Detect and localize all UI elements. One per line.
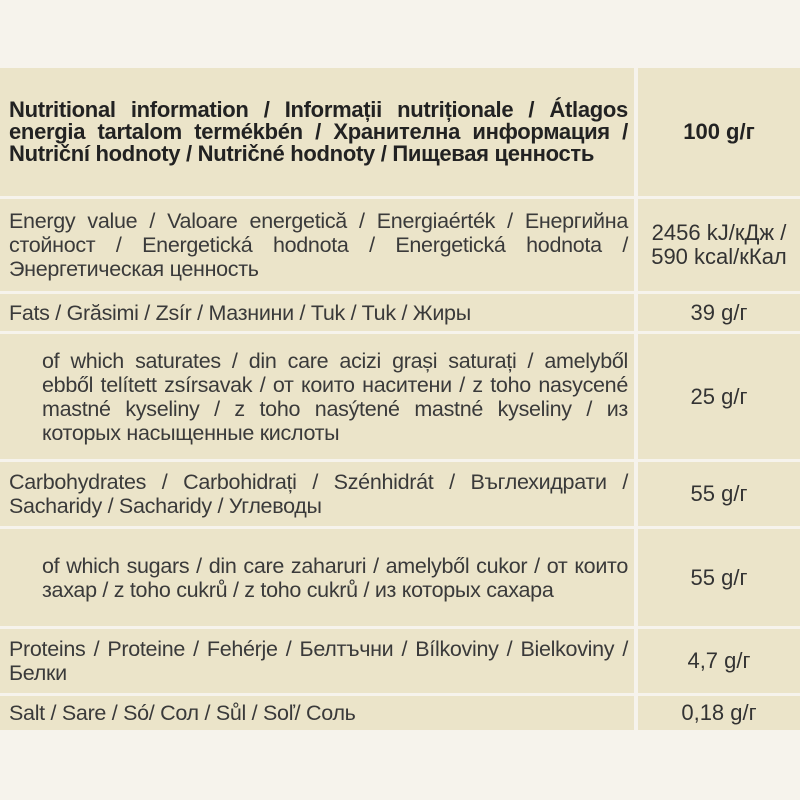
row-label-cell (0, 462, 634, 526)
saturates-value: 25 g/г (690, 383, 748, 409)
table-row-saturates (0, 334, 800, 459)
row-label-cell (0, 334, 634, 459)
energy-label: Energy value / Valoare energetică / Energiaérték / Енергийна стойност / Energetická hodnota / Energetická hodnota / Энергетическая ценность (9, 209, 628, 281)
row-value-cell (638, 334, 800, 459)
table-row-fats (0, 294, 800, 331)
table-row-salt (0, 696, 800, 730)
row-value-cell (638, 696, 800, 730)
row-value-cell (638, 629, 800, 693)
row-value-cell (638, 199, 800, 291)
sugars-label: of which sugars / din care zaharuri / amelyből cukor / от които захар / z toho cukrů / z toho cukrů / из которых сахара (42, 553, 628, 602)
table-row-energy (0, 199, 800, 291)
table-row-proteins (0, 629, 800, 693)
table-row-sugars (0, 529, 800, 626)
sugars-value: 55 g/г (690, 564, 748, 590)
row-value-cell (638, 462, 800, 526)
header-row (0, 68, 800, 196)
row-label-cell (0, 629, 634, 693)
proteins-value: 4,7 g/г (687, 648, 751, 673)
nutrition-table (0, 68, 800, 736)
row-value-cell (638, 294, 800, 331)
header-label: Nutritional information / Informații nutriționale / Átlagos energia tartalom termékbén / Хранителна информация / Nutriční hodnoty / Nutričné hodnoty / Пищевая ценность (9, 97, 628, 166)
proteins-label: Proteins / Proteine / Fehérje / Белтъчни / Bílkoviny / Bielkoviny / Белки (9, 637, 628, 685)
salt-value: 0,18 g/г (681, 700, 757, 725)
saturates-label: of which saturates / din care acizi grași saturați / amelyből ebből telített zsírsavak / от които наситени / z toho nasycené mastné kyseliny / z toho nasýtené mastné kyseliny / из которых насыщенные кислоты (42, 348, 628, 445)
carbohydrates-value: 55 g/г (690, 481, 748, 506)
row-label-cell (0, 294, 634, 331)
table-row-carbohydrates (0, 462, 800, 526)
row-label-cell (0, 199, 634, 291)
header-value-cell (638, 68, 800, 196)
header-label-cell (0, 68, 634, 196)
fats-value: 39 g/г (690, 299, 748, 325)
row-value-cell (638, 529, 800, 626)
row-label-cell (0, 529, 634, 626)
fats-label: Fats / Grăsimi / Zsír / Мазнини / Tuk / Tuk / Жиры (9, 300, 471, 325)
row-label-cell (0, 696, 634, 730)
header-value: 100 g/г (683, 119, 755, 144)
salt-label: Salt / Sare / Só/ Сол / Sůl / Soľ/ Соль (9, 701, 356, 725)
energy-value: 2456 kJ/кДж / 590 kcal/кКал (651, 220, 787, 269)
carbohydrates-label: Carbohydrates / Carbohidrați / Szénhidrát / Въглехидрати / Sacharidy / Sacharidy / Углеводы (9, 470, 628, 518)
